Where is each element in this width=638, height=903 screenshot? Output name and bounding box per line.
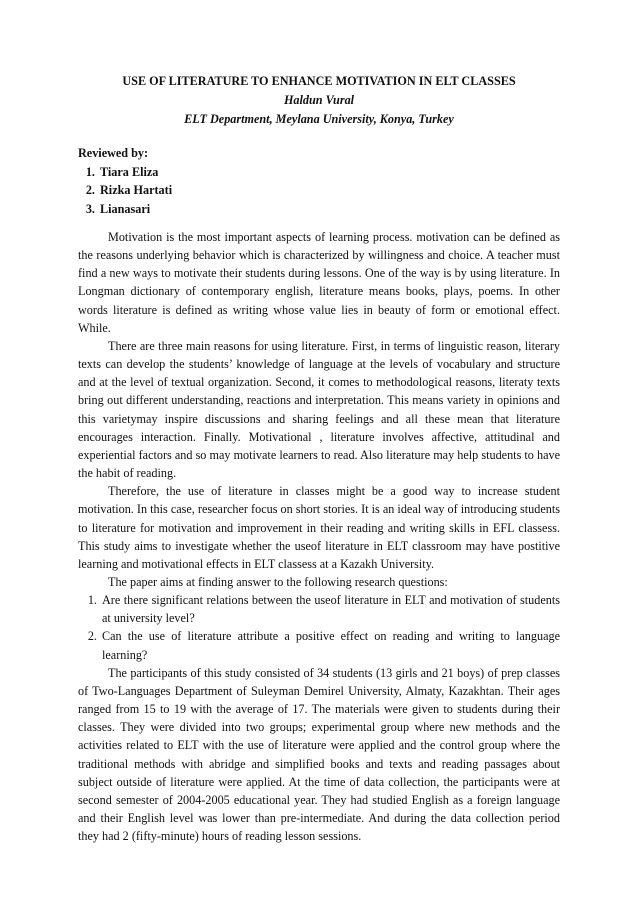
body-paragraph: The participants of this study consisted of 34 students (13 girls and 21 boys) of prep classes of Two-Languages Department of Suleyman Demirel University, Almaty, Kazakhtan. Their ages ranged from 15 to 19 with the average of 17. The materials were given to students during their classes. They were divided into two groups; experimental group where new methods and the activities related to ELT with the use of literature were applied and the control group where the traditional methods with abridge and simplified books and texts and reading passages about subject outside of literature were applied. At the time of data collection, the participants were at second semester of 2004-2005 educational year. They had studied English as a foreign language and their English level was lower than pre-intermediate. And during the data collection period they had 2 (fifty-minute) hours of reading lesson sessions. bbox=[78, 665, 560, 844]
document-header bbox=[0, 72, 638, 129]
body-paragraph: The paper aims at finding answer to the following research questions: bbox=[108, 574, 448, 589]
document-title: USE OF LITERATURE TO ENHANCE MOTIVATION IN ELT CLASSES bbox=[122, 74, 516, 88]
body-paragraph: Therefore, the use of literature in classes might be a good way to increase student motivation. In this case, researcher focus on short stories. It is an ideal way of introducing students to literature for motivation and improvement in their reading and writing skills in EFL classess. This study aims to investigate whether the useof literature in ELT classroom may have postitive learning and motivational effects in ELT classess at a Kazakh University. bbox=[78, 484, 560, 571]
body-paragraph: Motivation is the most important aspects of learning process. motivation can be defined as the reasons underlying behavior which is characterized by willingness and choice. A teacher must find a new ways to motivate their students during lessons. One of the way is by using literature. In Longman dictionary of contemporary english, literature means books, plays, poems. In other words literature is defined as writing whose value lies in beauty of form or emotional effect. While. bbox=[78, 230, 560, 335]
reviewer-item: 1. Tiara Eliza bbox=[98, 163, 172, 182]
reviewer-item: 3. Lianasari bbox=[98, 200, 172, 219]
research-question: 2. Can the use of literature attribute a positive effect on reading and writing to language learning? bbox=[100, 627, 560, 663]
body-paragraph: There are three main reasons for using literature. First, in terms of linguistic reason, literary texts can develop the students’ knowledge of language at the levels of vocabulary and structure and at the level of textual organization. Second, it comes to methodological reasons, literaty texts bring out different understanding, reactions and interpretation. This means variety in opinions and this varietymay inspire discussions and sharing feelings and all these mean that literature encourages interaction. Finally. Motivational , literature involves affective, attitudinal and experiential factors and so may motivate learners to read. Also literature may help students to have the habit of reading. bbox=[78, 338, 560, 481]
author-name: Haldun Vural bbox=[283, 93, 355, 107]
reviewers-section bbox=[78, 144, 172, 218]
document-body bbox=[78, 228, 560, 845]
reviewer-list bbox=[78, 163, 172, 219]
author-affiliation: ELT Department, Meylana University, Konya, Turkey bbox=[184, 112, 454, 126]
research-question: 1. Are there significant relations between the useof literature in ELT and motivation of students at university level? bbox=[100, 591, 560, 627]
research-questions-list bbox=[78, 591, 560, 664]
reviewer-item: 2. Rizka Hartati bbox=[98, 181, 172, 200]
reviewed-by-heading: Reviewed by: bbox=[78, 146, 149, 160]
